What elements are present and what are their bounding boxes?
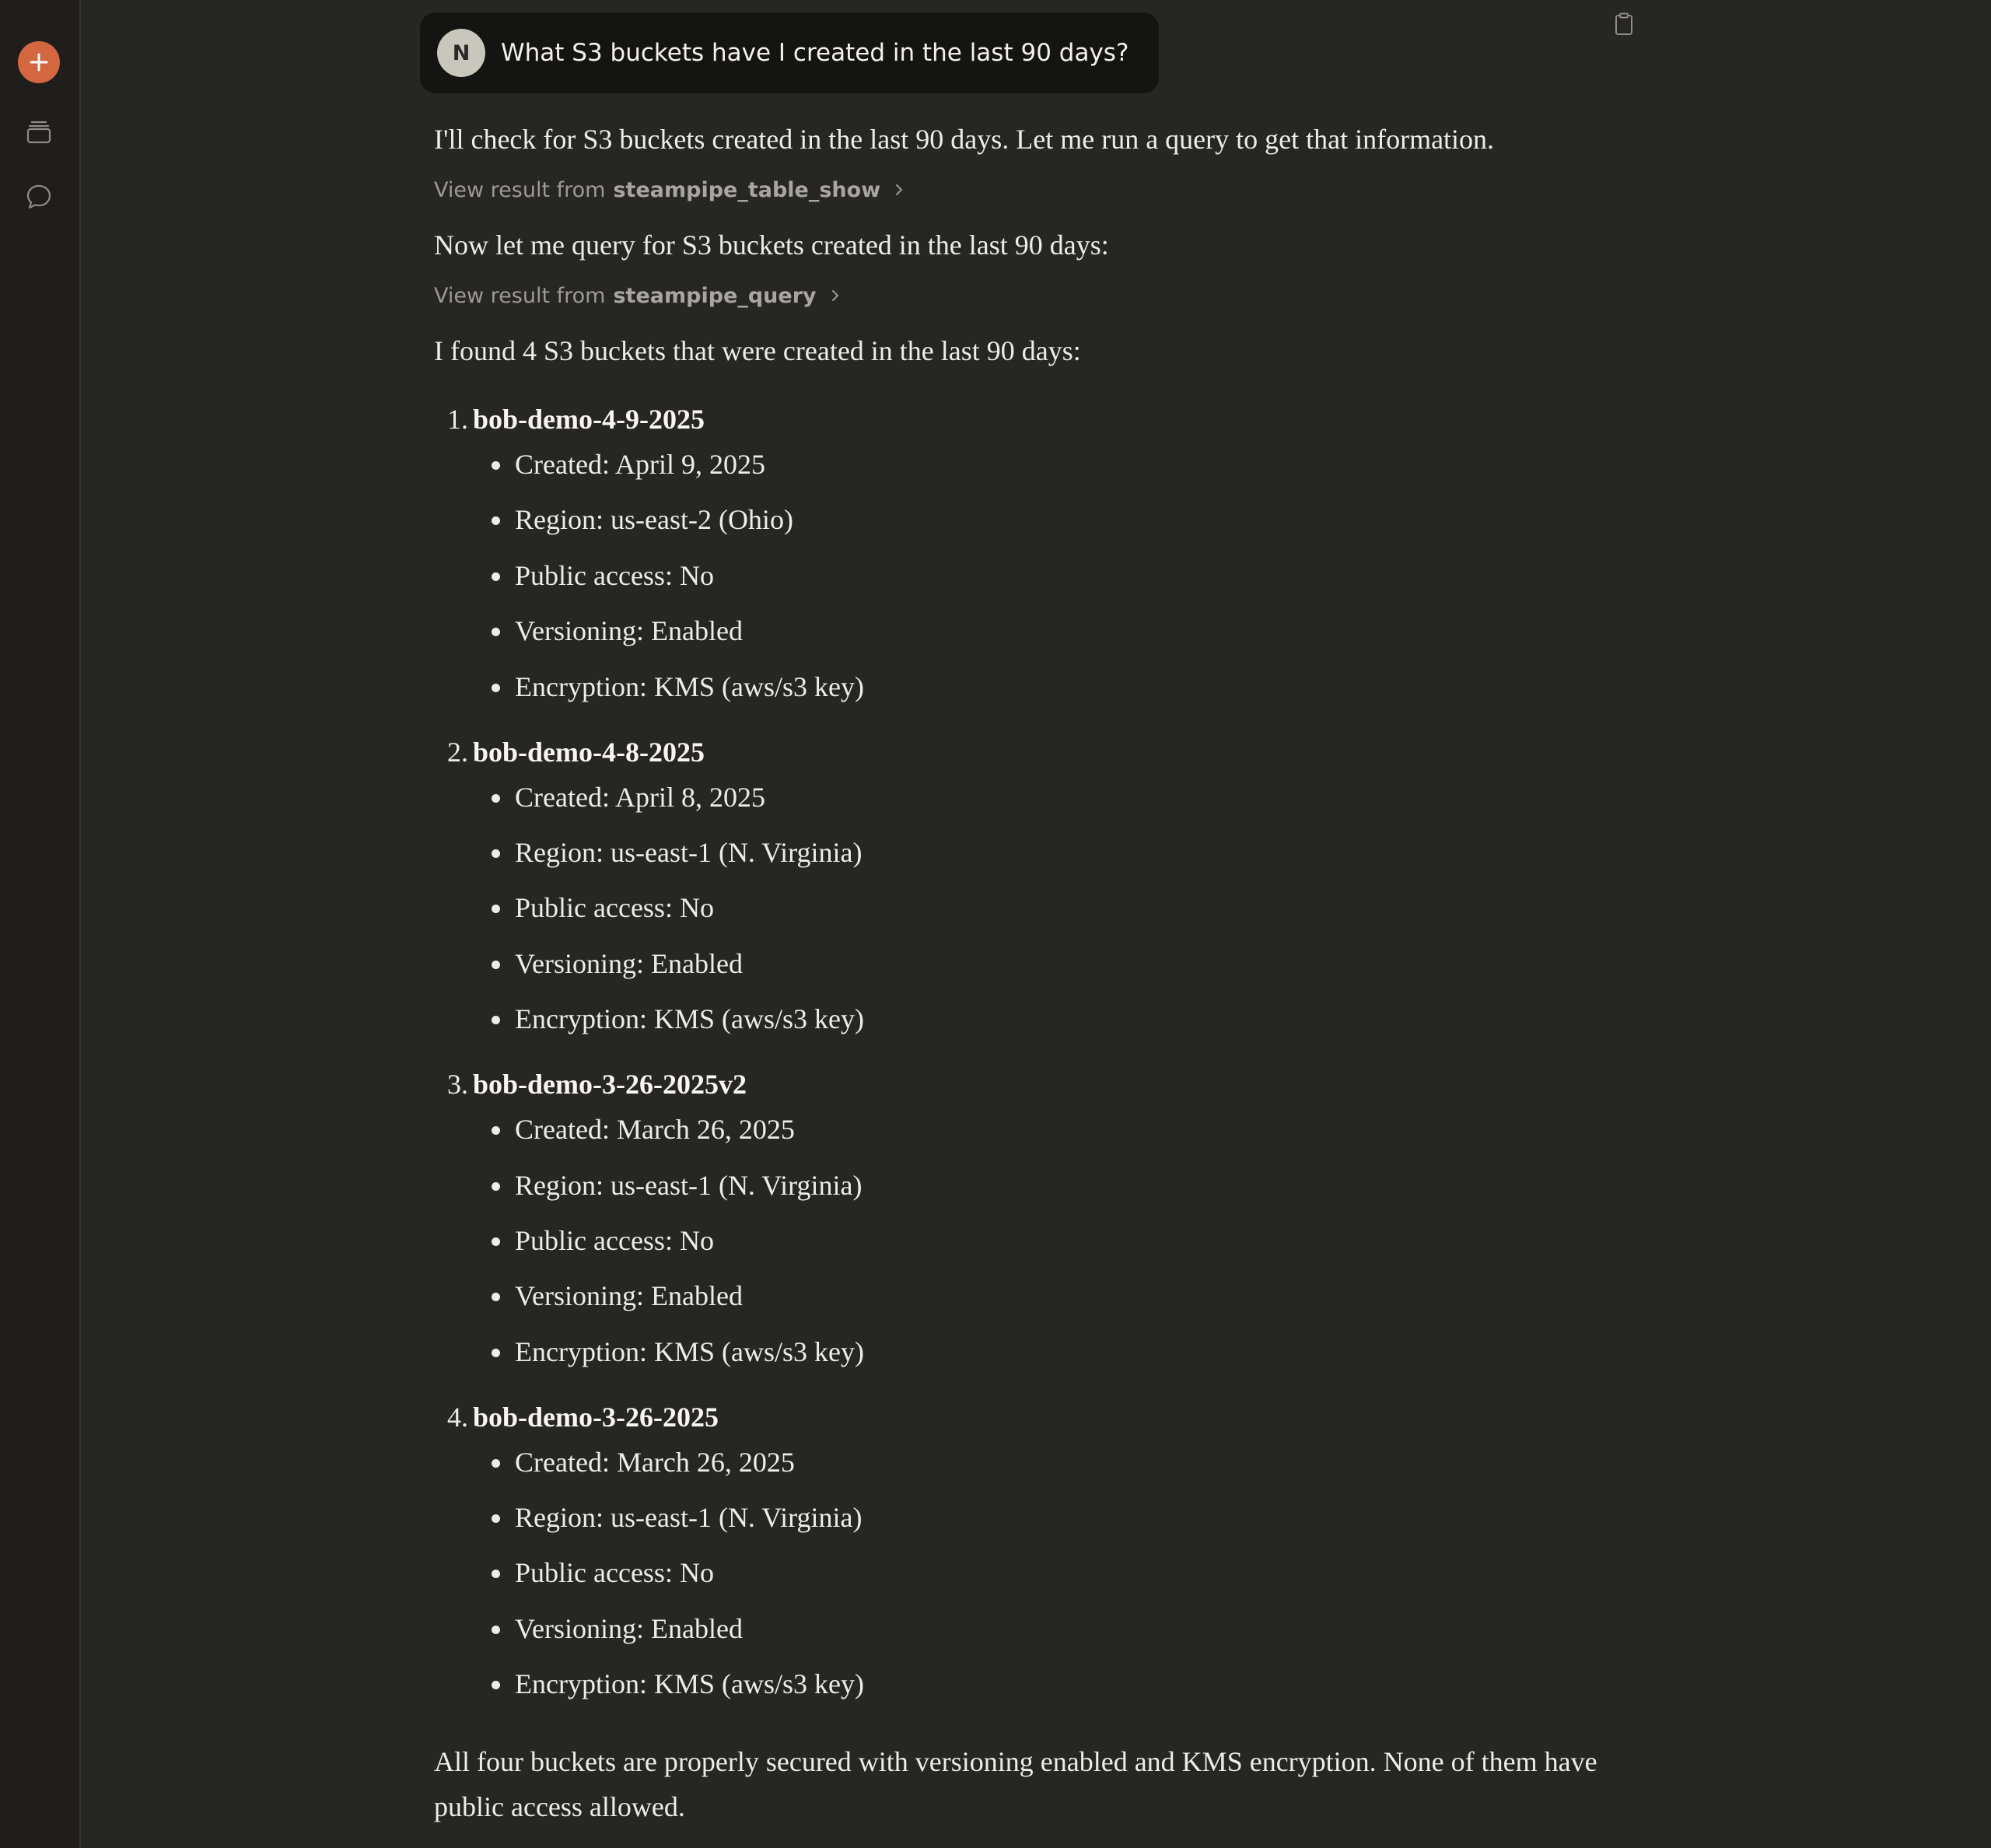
bucket-title [434,1062,1632,1107]
user-message [420,12,1159,93]
bucket-title [434,1395,1632,1440]
new-chat-button[interactable] [18,41,60,83]
bucket-property: Versioning: Enabled [434,1273,1632,1318]
list-number: 1. [447,404,468,435]
projects-button[interactable] [18,110,60,152]
copy-button[interactable] [1611,11,1637,37]
bucket-property: Region: us-east-1 (N. Virginia) [434,1163,1632,1208]
bucket-title [434,397,1632,442]
bucket-property: Encryption: KMS (aws/s3 key) [434,664,1632,709]
chats-button[interactable] [18,176,60,218]
bucket-list [434,397,1632,1706]
list-number: 2. [447,736,468,768]
avatar: N [437,29,485,77]
list-number: 3. [447,1069,468,1101]
bucket-property: Encryption: KMS (aws/s3 key) [434,1661,1632,1706]
middle-text: Now let me query for S3 buckets created in the last 90 days: [434,229,1109,261]
tool-result-link-table-show[interactable] [434,174,1632,205]
tool-name: steampipe_table_show [613,177,881,202]
bucket-properties [434,1440,1632,1707]
bucket-property: Versioning: Enabled [434,608,1632,653]
tool-name: steampipe_query [613,283,817,308]
bucket-property: Public access: No [434,885,1632,930]
bucket-property: Created: March 26, 2025 [434,1107,1632,1152]
clipboard-icon [1614,12,1634,36]
list-number: 4. [447,1401,468,1433]
bucket-property: Created: April 8, 2025 [434,775,1632,820]
bucket-property: Region: us-east-2 (Ohio) [434,497,1632,542]
bucket-property: Public access: No [434,1218,1632,1263]
bucket-property: Public access: No [434,1550,1632,1595]
user-message-text: What S3 buckets have I created in the last 90 days? [501,39,1129,67]
bucket-properties [434,1107,1632,1374]
bucket-property: Encryption: KMS (aws/s3 key) [434,1329,1632,1374]
plus-icon [29,52,49,72]
intro-text: I'll check for S3 buckets created in the last 90 days. Let me run a query to get that information. [434,124,1495,155]
tool-result-prefix: View result from [434,283,606,308]
bucket-property: Versioning: Enabled [434,941,1632,986]
summary-text: All four buckets are properly secured with versioning enabled and KMS encryption. None of them have public access allowed. [434,1746,1597,1823]
bucket-name: bob-demo-3-26-2025v2 [473,1069,747,1101]
chevron-right-icon [894,183,904,197]
tool-result-prefix: View result from [434,177,606,202]
bucket-properties [434,775,1632,1042]
bucket-item [434,1062,1632,1374]
bucket-name: bob-demo-4-9-2025 [473,404,705,435]
bucket-property: Created: March 26, 2025 [434,1440,1632,1485]
bucket-property: Encryption: KMS (aws/s3 key) [434,996,1632,1041]
assistant-response [434,117,1632,1829]
bucket-title [434,730,1632,775]
stack-icon [26,118,52,145]
bucket-name: bob-demo-4-8-2025 [473,736,705,768]
bucket-item [434,397,1632,709]
bucket-property: Versioning: Enabled [434,1606,1632,1651]
bucket-properties [434,442,1632,709]
sidebar [0,0,81,1848]
found-text: I found 4 S3 buckets that were created in the last 90 days: [434,335,1081,366]
bucket-name: bob-demo-3-26-2025 [473,1401,719,1433]
bucket-property: Public access: No [434,553,1632,598]
chat-bubble-icon [25,183,53,211]
bucket-property: Created: April 9, 2025 [434,442,1632,487]
bucket-property: Region: us-east-1 (N. Virginia) [434,830,1632,875]
bucket-item [434,1395,1632,1707]
bucket-item [434,730,1632,1042]
bucket-property: Region: us-east-1 (N. Virginia) [434,1495,1632,1540]
chevron-right-icon [831,289,840,303]
tool-result-link-query[interactable] [434,280,1632,311]
